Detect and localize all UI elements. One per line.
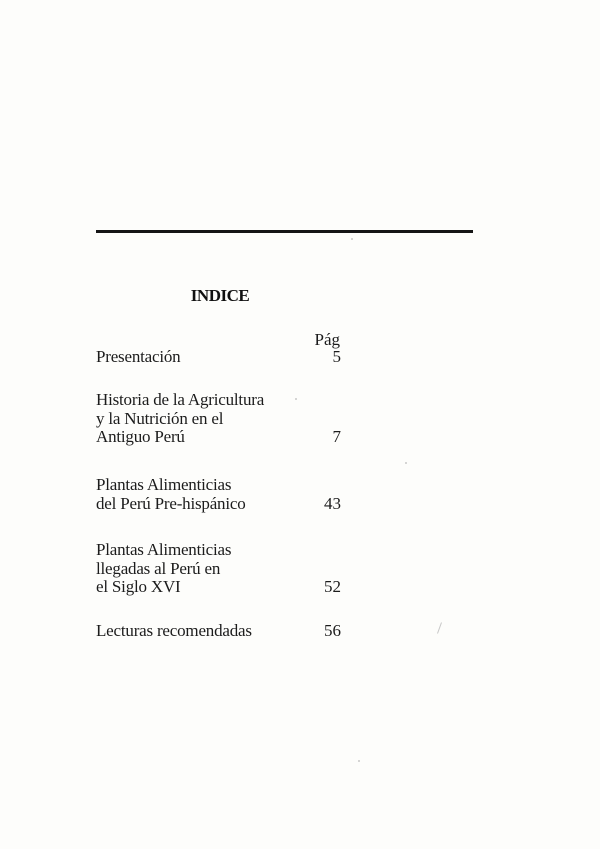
- toc-entry-line: Antiguo Perú: [96, 427, 185, 446]
- toc-entry-line: Plantas Alimenticias: [96, 475, 232, 494]
- toc-entry-lecturas[interactable]: [96, 622, 341, 641]
- toc-entry-page: 52: [324, 577, 341, 596]
- toc-entry-page: 43: [324, 493, 341, 513]
- toc-entry-line: el Siglo XVI: [96, 577, 181, 596]
- toc-entry-plantas-prehispanico[interactable]: [96, 476, 341, 513]
- toc-entry-line: Presentación: [96, 347, 181, 366]
- scan-speck: [405, 462, 407, 464]
- toc-entry-title: [96, 391, 341, 447]
- toc-entry-line: llegadas al Perú en: [96, 558, 221, 578]
- toc-entry-title: [96, 622, 341, 641]
- toc-entry-historia[interactable]: [96, 391, 341, 447]
- toc-entry-line: Plantas Alimenticias: [96, 540, 232, 559]
- scan-speck: [358, 760, 360, 762]
- scan-speck: [351, 238, 353, 240]
- toc-entry-presentacion[interactable]: [96, 348, 341, 367]
- toc-entry-plantas-siglo-xvi[interactable]: [96, 541, 341, 597]
- toc-entry-title: [96, 348, 341, 367]
- scan-speck: [295, 398, 297, 400]
- toc-entry-line: del Perú Pre-hispánico: [96, 493, 246, 513]
- toc-entry-page: 5: [332, 347, 341, 366]
- scan-speck: [437, 622, 442, 634]
- toc-entry-title: [96, 476, 341, 513]
- index-title: INDICE: [190, 286, 250, 305]
- toc-entry-page: 7: [332, 427, 341, 446]
- toc-entry-line: Lecturas recomendadas: [96, 621, 252, 640]
- page-column-label: Pág: [314, 330, 340, 349]
- toc-entry-page: 56: [324, 621, 341, 640]
- top-rule: [96, 230, 473, 233]
- toc-entry-line: y la Nutrición en el: [96, 408, 224, 428]
- toc-entry-title: [96, 541, 341, 597]
- toc-entry-line: Historia de la Agricultura: [96, 390, 265, 409]
